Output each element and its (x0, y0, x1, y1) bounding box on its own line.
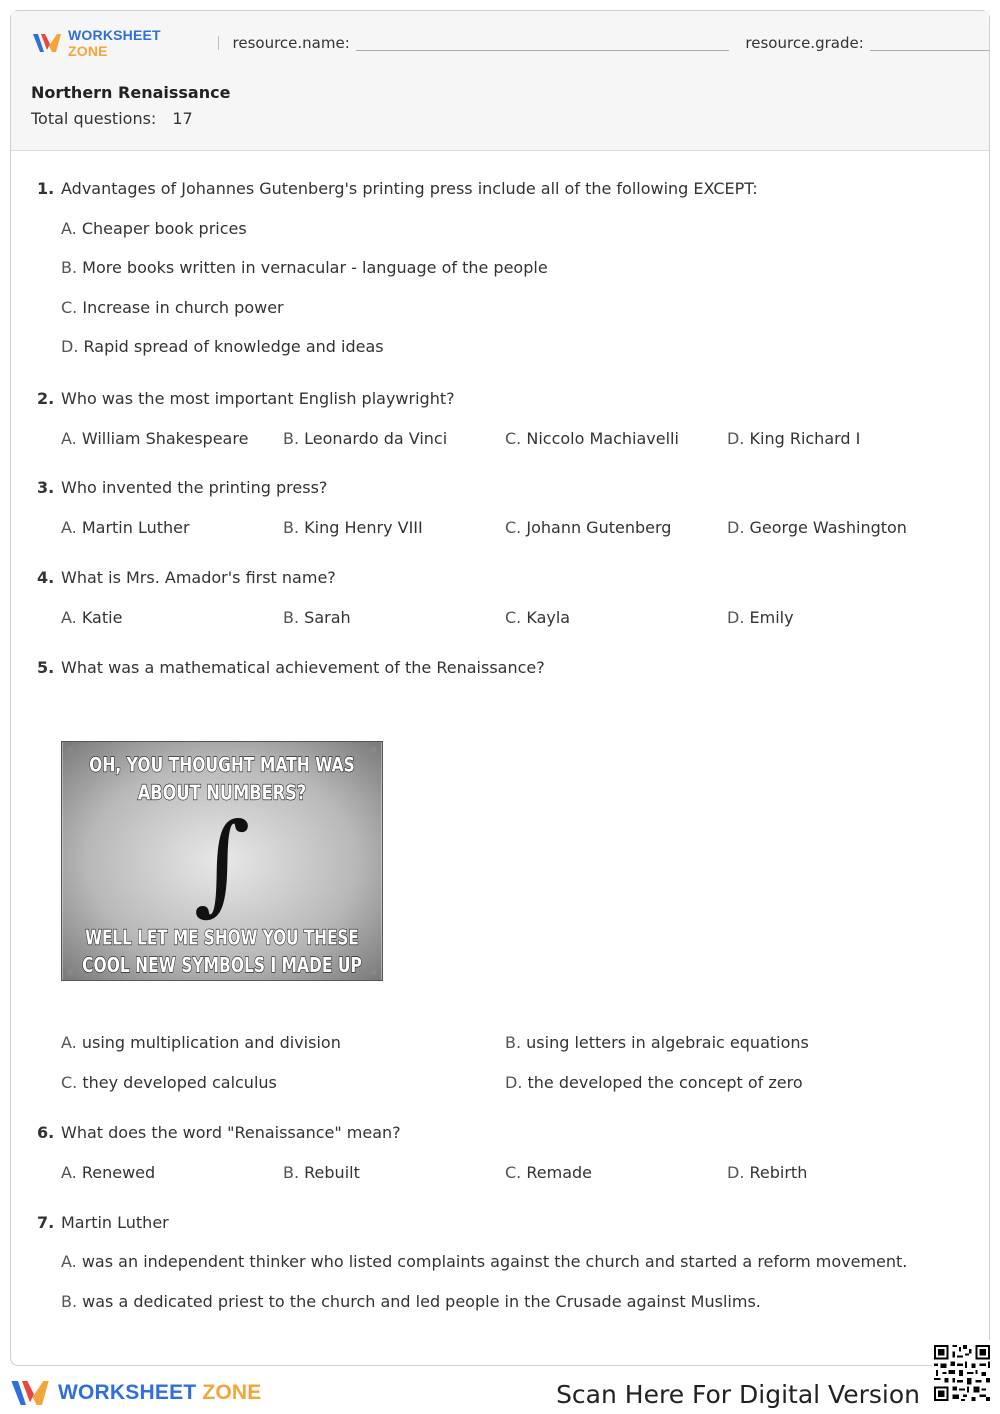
question-6 (37, 1123, 967, 1182)
math-meme-image (61, 741, 383, 981)
option-a[interactable]: A. William Shakespeare (61, 429, 249, 448)
option-a[interactable]: A. using multiplication and division (61, 1033, 341, 1052)
option-c[interactable]: C. Johann Gutenberg (505, 518, 672, 537)
scan-instruction: Scan Here For Digital Version (556, 1380, 920, 1409)
resource-grade-field[interactable] (870, 36, 989, 51)
question-stem: Who invented the printing press? (61, 478, 328, 497)
meme-bottom-text-1: WELL LET ME SHOW YOU THESE (85, 925, 359, 950)
qr-code-icon[interactable] (932, 1340, 992, 1406)
worksheetzone-logo-icon (32, 32, 62, 54)
option-c[interactable]: C. Kayla (505, 608, 571, 627)
question-number: 7. (37, 1213, 55, 1232)
option-b[interactable]: B. was a dedicated priest to the church and led people in the Crusade against Muslims. (61, 1292, 761, 1311)
brand-logo (32, 27, 204, 59)
option-b[interactable]: B. More books written in vernacular - language of the people (61, 258, 548, 277)
option-c[interactable]: C. Increase in church power (61, 298, 284, 317)
option-a[interactable]: A. was an independent thinker who listed complaints against the church and started a reform movement. (61, 1252, 908, 1271)
question-stem: Advantages of Johannes Gutenberg's printing press include all of the following EXCEPT: (61, 179, 758, 198)
footer-brand-name: WORKSHEET ZONE (58, 1381, 262, 1404)
option-b[interactable]: B. Leonardo da Vinci (283, 429, 448, 448)
resource-name-label: resource.name: (232, 34, 350, 52)
worksheetzone-logo-icon (10, 1378, 50, 1408)
question-7 (37, 1213, 967, 1311)
header-divider (218, 36, 219, 50)
option-d[interactable]: D. the developed the concept of zero (505, 1073, 803, 1092)
option-b[interactable]: B. Sarah (283, 608, 351, 627)
option-b[interactable]: B. King Henry VIII (283, 518, 423, 537)
question-3 (37, 478, 967, 537)
option-d[interactable]: D. King Richard I (727, 429, 861, 448)
option-a[interactable]: A. Renewed (61, 1163, 156, 1182)
total-questions-value: 17 (172, 109, 193, 128)
page-footer (0, 1364, 1000, 1414)
meme-top-text-2: ABOUT NUMBERS? (137, 780, 307, 805)
total-questions-label: Total questions: (31, 109, 157, 128)
question-4 (37, 568, 967, 627)
option-d[interactable]: D. Emily (727, 608, 794, 627)
question-stem: What does the word "Renaissance" mean? (61, 1123, 401, 1142)
footer-brand-logo (10, 1378, 262, 1408)
option-d[interactable]: D. Rapid spread of knowledge and ideas (61, 337, 384, 356)
header-brand-row (32, 27, 989, 59)
option-c[interactable]: C. they developed calculus (61, 1073, 277, 1092)
resource-grade-label: resource.grade: (745, 34, 864, 52)
option-a[interactable]: A. Cheaper book prices (61, 219, 247, 238)
question-number: 6. (37, 1123, 55, 1142)
question-number: 5. (37, 658, 55, 677)
option-a[interactable]: A. Katie (61, 608, 123, 627)
question-number: 2. (37, 389, 55, 408)
question-number: 1. (37, 179, 55, 198)
question-stem: What was a mathematical achievement of the Renaissance? (61, 658, 545, 677)
sheet-header (11, 11, 989, 151)
question-number: 3. (37, 478, 55, 497)
meme-top-text-1: OH, YOU THOUGHT MATH WAS (89, 752, 355, 777)
question-stem: What is Mrs. Amador's first name? (61, 568, 336, 587)
question-stem: Martin Luther (61, 1213, 169, 1232)
option-c[interactable]: C. Remade (505, 1163, 592, 1182)
question-number: 4. (37, 568, 55, 587)
option-d[interactable]: D. George Washington (727, 518, 907, 537)
question-1 (37, 179, 967, 356)
worksheet-title: Northern Renaissance (31, 83, 231, 102)
option-a[interactable]: A. Martin Luther (61, 518, 190, 537)
total-questions (31, 109, 193, 128)
question-stem: Who was the most important English playwright? (61, 389, 455, 408)
resource-name-field[interactable] (356, 36, 730, 51)
option-d[interactable]: D. Rebirth (727, 1163, 808, 1182)
option-b[interactable]: B. Rebuilt (283, 1163, 360, 1182)
option-c[interactable]: C. Niccolo Machiavelli (505, 429, 679, 448)
option-b[interactable]: B. using letters in algebraic equations (505, 1033, 809, 1052)
integral-symbol: ∫ (193, 799, 251, 927)
brand-name: WORKSHEET ZONE (68, 27, 161, 59)
meme-bottom-text-2: COOL NEW SYMBOLS I MADE UP (82, 953, 362, 978)
question-2 (37, 389, 967, 448)
worksheet-sheet (10, 10, 990, 1366)
